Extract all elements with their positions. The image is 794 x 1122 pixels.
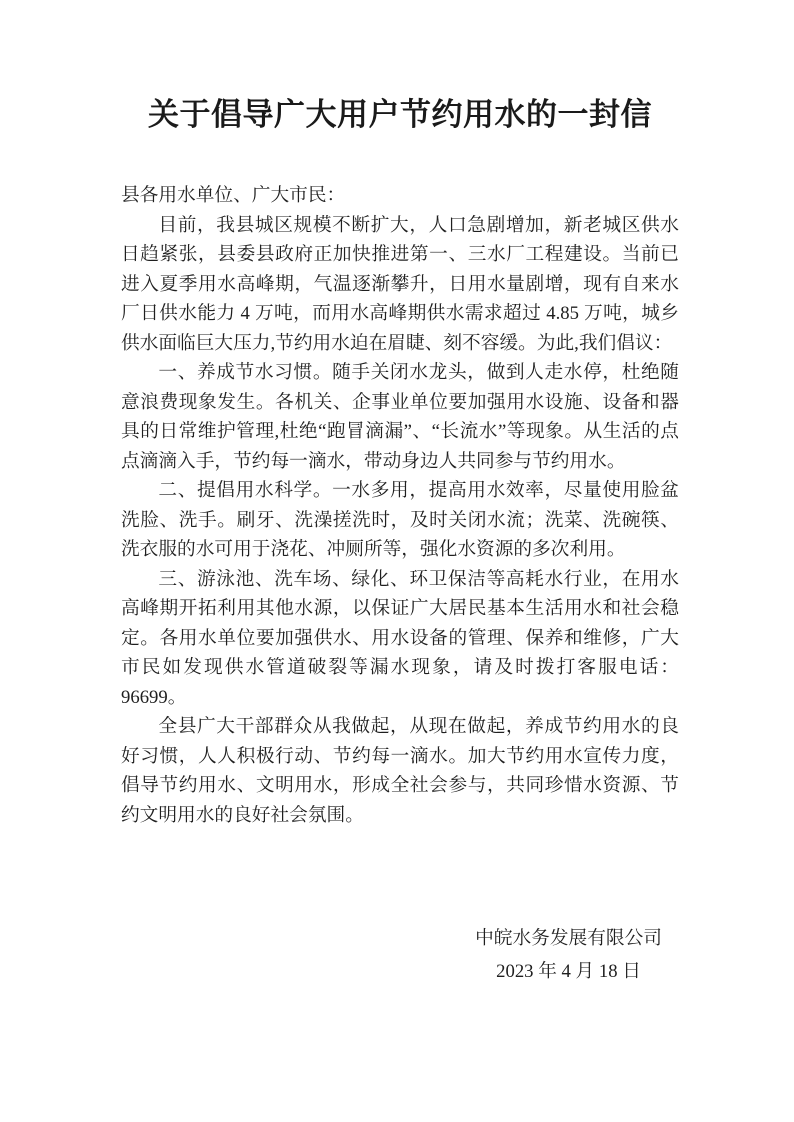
signature-block [121,922,679,988]
signature-company: 中皖水务发展有限公司 [475,928,662,949]
paragraph-item-3: 三、游泳池、洗车场、绿化、环卫保洁等高耗水行业，在用水高峰期开拓利用其他水源，以保证广大居民基本生活用水和社会稳定。各用水单位要加强供水、用水设备的管理、保养和维修，广大市民如发现供水管道破裂等漏水现象，请及时拨打客服电话：96699。 [121,568,679,708]
paragraph-closing: 全县广大干部群众从我做起，从现在做起，养成节约用水的良好习惯，人人积极行动、节约每一滴水。加大节约用水宣传力度，倡导节约用水、文明用水，形成全社会参与，共同珍惜水资源、节约文明用水的良好社会氛围。 [121,716,679,826]
paragraph-item-1: 一、养成节水习惯。随手关闭水龙头，做到人走水停，杜绝随意浪费现象发生。各机关、企事业单位要加强用水设施、设备和器具的日常维护管理,杜绝“跑冒滴漏”、“长流水”等现象。从生活的点点滴滴入手，节约每一滴水，带动身边人共同参与节约用水。 [121,362,679,472]
paragraph-item-2: 二、提倡用水科学。一水多用，提高用水效率，尽量使用脸盆洗脸、洗手。刷牙、洗澡搓洗时，及时关闭水流；洗菜、洗碗筷、洗衣服的水可用于浇花、冲厕所等，强化水资源的多次利用。 [121,480,679,560]
salutation: 县各用水单位、广大市民： [121,185,346,206]
letter-body [121,181,679,830]
signature-date: 2023 年 4 月 18 日 [496,961,641,982]
document-title: 关于倡导广大用户节约用水的一封信 [148,97,652,132]
signature-inner [475,922,662,988]
paragraph-intro: 目前，我县城区规模不断扩大，人口急剧增加，新老城区供水日趋紧张，县委县政府正加快推进第一、三水厂工程建设。当前已进入夏季用水高峰期，气温逐渐攀升，日用水量剧增，现有自来水厂日供水能力 4 万吨，而用水高峰期供水需求超过 4.85 万吨，城乡供水面临巨大压力,节约用水迫在眉睫、刻不容缓。为此,我们倡议： [121,214,679,354]
